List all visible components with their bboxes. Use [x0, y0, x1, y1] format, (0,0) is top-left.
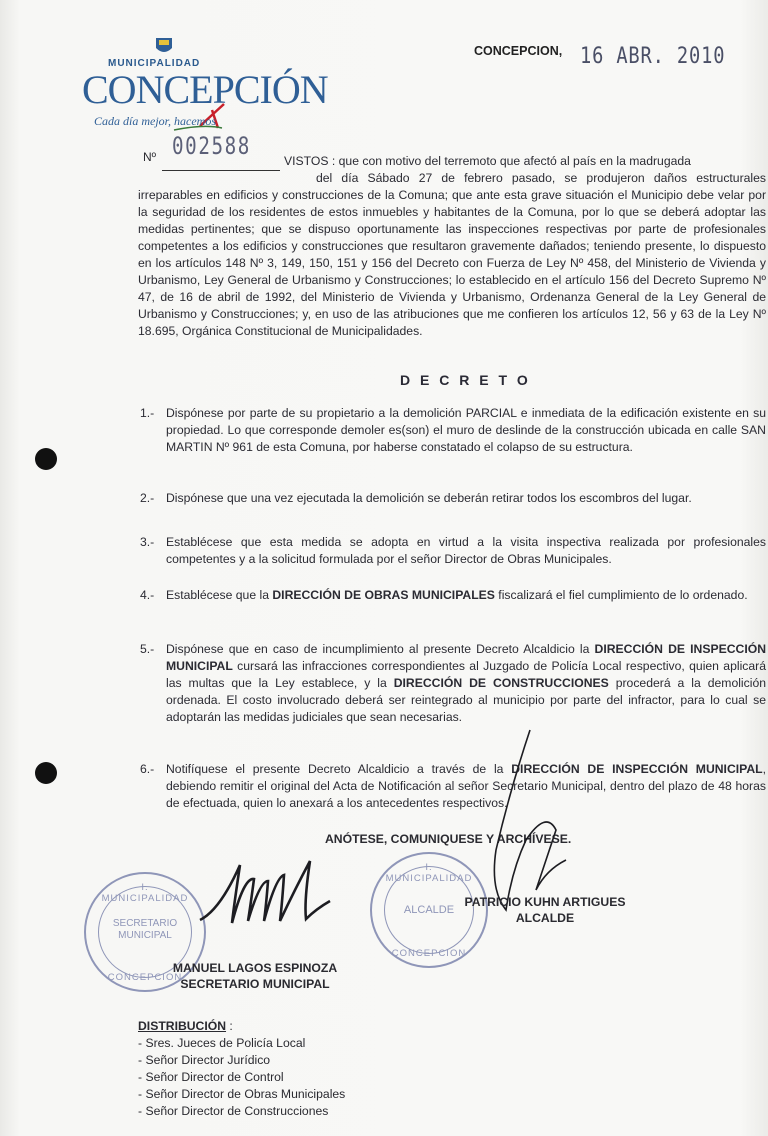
secretario-name: MANUEL LAGOS ESPINOZA [172, 961, 338, 975]
date-stamp: 16 ABR. 2010 [580, 44, 726, 69]
item-text-part: Establécese que la [166, 588, 273, 602]
secretario-signature-block [150, 960, 360, 992]
alcalde-name: PATRICIO KUHN ARTIGUES [464, 895, 626, 909]
seal-center-text: ALCALDE [403, 904, 455, 916]
distribution-item: - Señor Director de Obras Municipales [138, 1087, 346, 1101]
decree-number-stamp: 002588 [172, 132, 251, 160]
decree-item [140, 490, 766, 507]
distribution-item: - Sres. Jueces de Policía Local [138, 1036, 306, 1050]
decree-number-label: Nº [143, 150, 157, 164]
item-text-part: , debiendo remitir el original del Acta de Notificación al señor Secretario Municipal, dentro del plazo de 48 horas de efectuada, quien lo anexará a los antecedentes respectivos. [166, 762, 766, 810]
item-text-part: cursará las infracciones correspondientes al Juzgado de Policía Local respectivo, quien aplicará las multas que la Ley establece, y la [166, 659, 766, 690]
item-text: Dispónese por parte de su propietario a la demolición PARCIAL e inmediata de la edificación existente en su propiedad. Lo que corresponde demoler es(son) el muro de deslinde de la construcción ubicada en calle SAN MARTIN Nº 961 de esta Comuna, por haberse constatado el colapso de su estructura. [166, 406, 766, 454]
decree-item [140, 405, 766, 456]
item-text [166, 641, 766, 726]
item-number: 6.- [140, 762, 155, 776]
vistos-body: del día Sábado 27 de febrero pasado, se produjeron daños estructurales irreparables en edificios y construcciones de la Comuna; que ante esta grave situación el Municipio debe velar por la seguridad de los residentes de estos inmuebles y habitantes de la Comuna, por lo que se deberá adoptar las medidas pertinentes; que se dispuso oportunamente las inspecciones respectivas por parte de profesionales competentes a los edificios y construcciones que resultaron gravemente dañados; teniendo presente, lo dispuesto en los artículos 148 Nº 3, 149, 150, 151 y 156 del Decreto con Fuerza de Ley Nº 458, del Ministerio de Vivienda y Urbanismo, Ley General de Urbanismo y Construcciones; lo establecido en el artículo 156 del Decreto Supremo Nº 47, de 16 de abril de 1992, del Ministerio de Vivienda y Urbanismo, Ordenanza General de la Ley General de Urbanismo y Construcciones; y, en uso de las atribuciones que me confieren los artículos 12, 56 y 63 de la Ley Nº 18.695, Orgánica Constitucional de Municipalidades. [138, 171, 766, 338]
item-text-part: Dispónese que en caso de incumplimiento al presente Decreto Alcaldicio la [166, 642, 595, 656]
vistos-first-line: VISTOS : que con motivo del terremoto que afectó al país en la madrugada [284, 154, 691, 168]
item-text-part: procederá a la demolición ordenada. El costo involucrado deberá ser reintegrado al municipio por parte del infractor, para lo cual se adoptarán las medidas judiciales que sean necesarias. [166, 676, 766, 724]
distribution-title: DISTRIBUCIÓN [138, 1019, 227, 1033]
punch-hole [35, 448, 57, 470]
distribution-item: - Señor Director Jurídico [138, 1053, 271, 1067]
item-bold-part: DIRECCIÓN DE CONSTRUCCIONES [393, 676, 609, 690]
vistos-body-start [138, 170, 766, 340]
seal-text-top: I. MUNICIPALIDAD [385, 862, 473, 884]
decree-item [140, 534, 766, 568]
alcalde-title: ALCALDE [515, 911, 575, 925]
closing-formula: ANÓTESE, COMUNIQUESE Y ARCHÍVESE. [325, 832, 572, 846]
logo-municipality-text: MUNICIPALIDAD [108, 58, 201, 69]
date-city: CONCEPCION, [474, 44, 563, 58]
decree-item [140, 587, 766, 604]
item-text: Dispónese que una vez ejecutada la demolición se deberán retirar todos los escombros del lugar. [166, 491, 692, 505]
distribution-item: - Señor Director de Control [138, 1070, 284, 1084]
item-number: 3.- [140, 535, 155, 549]
seal-center-text [98, 918, 192, 942]
punch-hole [35, 762, 57, 784]
item-number: 5.- [140, 642, 155, 656]
logo-slogan: Cada día mejor, hacemos [94, 114, 216, 128]
secretario-title: SECRETARIO MUNICIPAL [180, 977, 330, 991]
seal-line: SECRETARIO [112, 918, 178, 929]
logo-city-name: CONCEPCIÓN [82, 67, 328, 112]
item-text [166, 761, 766, 812]
item-text [166, 587, 766, 604]
vistos-paragraph [138, 153, 766, 340]
decreto-heading: D E C R E T O [400, 372, 531, 388]
item-number: 2.- [140, 491, 155, 505]
item-number: 4.- [140, 588, 155, 602]
decree-item [140, 641, 766, 726]
item-bold-part: DIRECCIÓN DE INSPECCIÓN MUNICIPAL [511, 762, 763, 776]
seal-text-top: I. MUNICIPALIDAD [101, 882, 189, 904]
item-bold-part: DIRECCIÓN DE OBRAS MUNICIPALES [272, 588, 495, 602]
distribution-item: - Señor Director de Construcciones [138, 1104, 329, 1118]
secretario-signature [190, 840, 370, 940]
item-text: Establécese que esta medida se adopta en virtud a la visita inspectiva realizada por profesionales competentes y a la solicitud formulada por el señor Director de Obras Municipales. [166, 535, 766, 566]
distribution-list: DISTRIBUCIÓN : - Sres. Jueces de Policía Local - Señor Director Jurídico - Señor Director de Control - Señor Director de Obras Municipales - Señor Director de Construcciones [138, 1019, 346, 1118]
alcalde-signature [470, 720, 580, 920]
item-bold-part: DIRECCIÓN DE INSPECCIÓN MUNICIPAL [166, 642, 766, 673]
decree-item [140, 761, 766, 812]
seal-text-bottom: CONCEPCION [107, 972, 183, 983]
item-text-part: fiscalizará el fiel cumplimiento de lo ordenado. [494, 588, 748, 602]
alcalde-signature-block [440, 894, 650, 926]
seal-line: MUNICIPAL [118, 930, 172, 941]
item-number: 1.- [140, 406, 155, 420]
seal-text-bottom: CONCEPCION [391, 948, 467, 959]
item-text-part: Notifíquese el presente Decreto Alcaldicio a través de la [166, 762, 512, 776]
municipality-logo [82, 36, 328, 146]
